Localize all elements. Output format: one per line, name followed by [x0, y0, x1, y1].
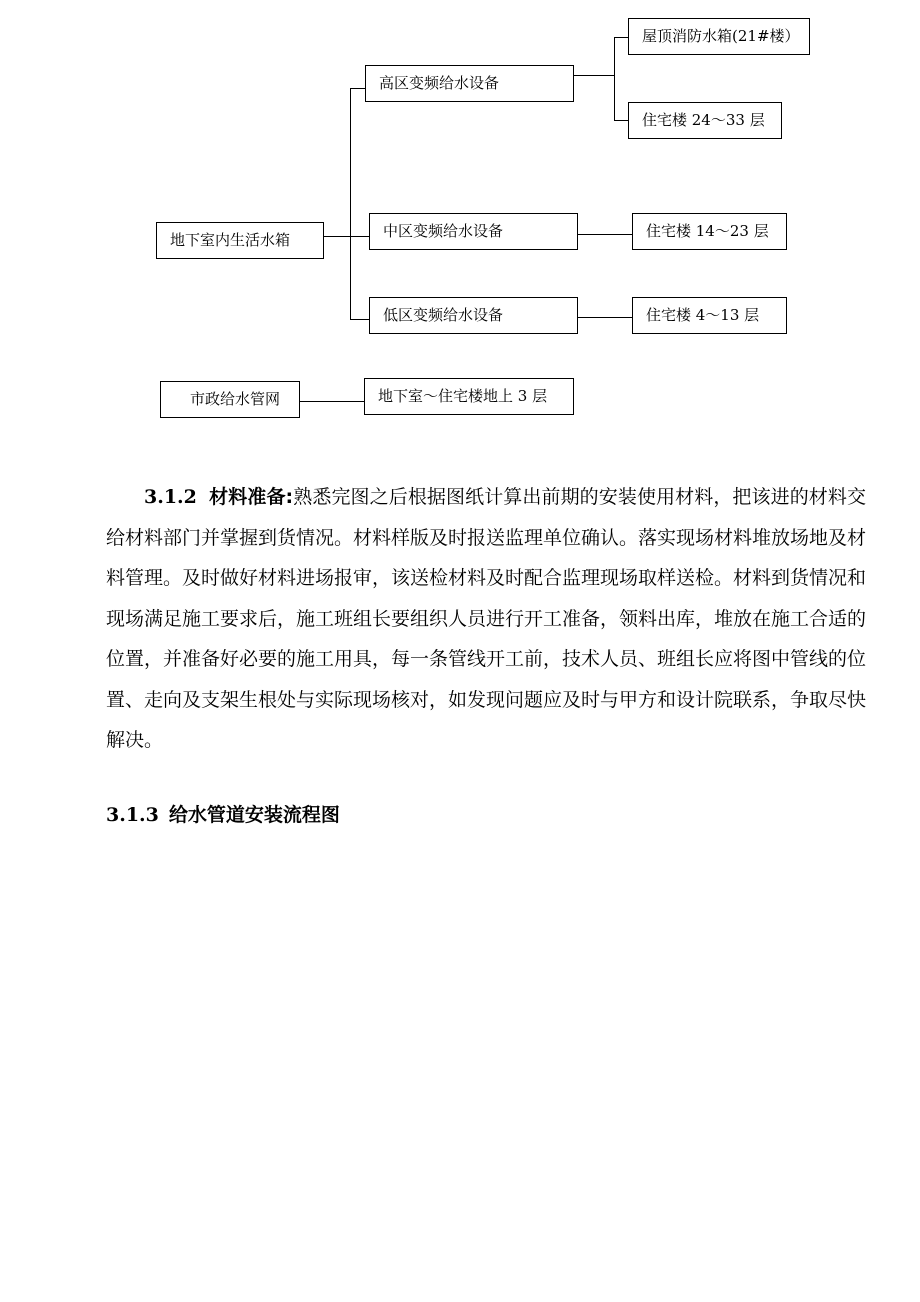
mid-zone-label: 中区变频给水设备: [383, 222, 504, 240]
connector-to-high-floors: [614, 120, 628, 121]
source-tank-label: 地下室内生活水箱: [170, 231, 291, 249]
municipal-floors-label: 地下室～住宅楼地上 3 层: [378, 387, 548, 405]
low-floors-label: 住宅楼 4～13 层: [646, 306, 760, 324]
box-source-tank: [156, 222, 324, 259]
municipal-label: 市政给水管网: [190, 390, 281, 408]
box-high-floors: [628, 102, 782, 139]
roof-tank-label: 屋顶消防水箱(21#楼）: [642, 27, 800, 45]
box-municipal-floors: [364, 378, 574, 415]
section-3-1-2-number: 3.1.2: [144, 486, 197, 508]
box-low-zone: [369, 297, 578, 334]
connector-branch-low: [350, 319, 370, 320]
connector-mid-to-floors: [577, 234, 633, 235]
low-zone-label: 低区变频给水设备: [383, 306, 504, 324]
section-3-1-2: [106, 477, 866, 761]
connector-municipal: [299, 401, 365, 402]
connector-low-to-floors: [577, 317, 633, 318]
box-mid-floors: [632, 213, 787, 250]
box-municipal: [160, 381, 300, 418]
section-3-1-2-body: 熟悉完图之后根据图纸计算出前期的安装使用材料，把该进的材料交给材料部门并掌握到货情况。材料样版及时报送监理单位确认。落实现场材料堆放场地及材料管理。及时做好材料进场报审，该送检材料及时配合监理现场取样送检。材料到货情况和现场满足施工要求后，施工班组长要组织人员进行开工准备，领料出库，堆放在施工合适的位置，并准备好必要的施工用具，每一条管线开工前，技术人员、班组长应将图中管线的位置、走向及支架生根处与实际现场核对，如发现问题应及时与甲方和设计院联系，争取尽快解决。: [106, 486, 867, 751]
water-supply-diagram: [0, 0, 920, 440]
box-high-zone: [365, 65, 574, 102]
box-mid-zone: [369, 213, 578, 250]
section-3-1-2-paragraph: [106, 477, 866, 761]
high-floors-label: 住宅楼 24～33 层: [642, 111, 765, 129]
section-3-1-2-title: 材料准备:: [209, 486, 294, 508]
box-low-floors: [632, 297, 787, 334]
section-3-1-3-title: 给水管道安装流程图: [168, 804, 340, 826]
connector-branch-high: [350, 88, 366, 89]
connector-high-to-right: [573, 75, 615, 76]
connector-tank-to-branch: [323, 236, 351, 237]
box-roof-tank: [628, 18, 810, 55]
connector-branch-vertical: [350, 88, 351, 320]
section-3-1-3-heading: [106, 800, 340, 827]
connector-high-right-vertical: [614, 37, 615, 121]
mid-floors-label: 住宅楼 14～23 层: [646, 222, 769, 240]
section-3-1-3-number: 3.1.3: [106, 804, 159, 826]
connector-to-roof-tank: [614, 37, 628, 38]
high-zone-label: 高区变频给水设备: [379, 74, 500, 92]
connector-branch-mid: [350, 236, 370, 237]
